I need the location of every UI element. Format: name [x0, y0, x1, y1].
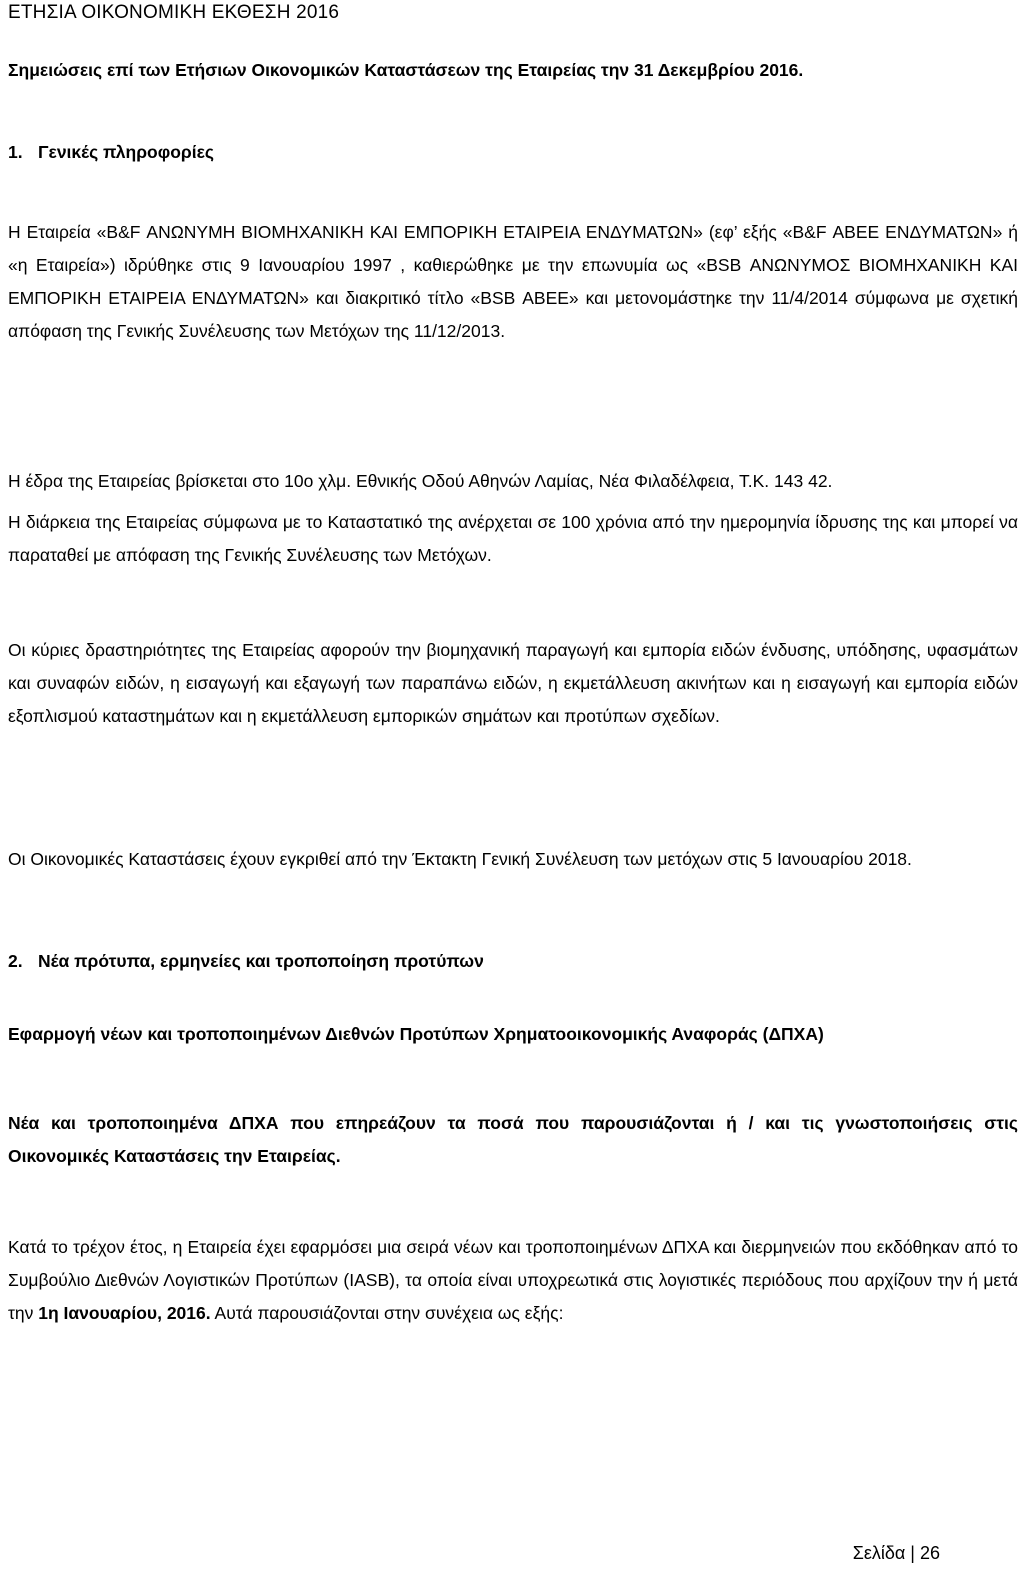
current-year-text-a: Κατά το τρέχον έτος, η Εταιρεία έχει εφαρμόσει μια σειρά νέων και τροποποιημένων ΔΠΧΑ και διερμηνειών που εκδόθηκαν από το Συμβούλιο Διεθνών Λογιστικών Προτύπων (IASB), τα οποία είναι υποχρεωτικά στις λογιστικές περιόδους που αρχίζουν την ή μετά την: [8, 1237, 1018, 1323]
section-1-title: Γενικές πληροφορίες: [38, 142, 215, 162]
general-info-paragraph: Η Εταιρεία «B&F ΑΝΩΝΥΜΗ ΒΙΟΜΗΧΑΝΙΚΗ ΚΑΙ ΕΜΠΟΡΙΚΗ ΕΤΑΙΡΕΙΑ ΕΝΔΥΜΑΤΩΝ» (εφ’ εξής «B&F ΑΒΕΕ ΕΝΔΥΜΑΤΩΝ» ή «η Εταιρεία») ιδρύθηκε στις 9 Ιανουαρίου 1997 , καθιερώθηκε με την επωνυμία ως «BSB ΑΝΩΝΥΜΟΣ ΒΙΟΜΗΧΑΝΙΚΗ ΚΑΙ ΕΜΠΟΡΙΚΗ ΕΤΑΙΡΕΙΑ ΕΝΔΥΜΑΤΩΝ» και διακριτικό τίτλο «BSB ΑΒΕΕ» και μετονομάστηκε την 11/4/2014 σύμφωνα με σχετική απόφαση της Γενικής Συνέλευσης των Μετόχων της 11/12/2013.: [8, 222, 1018, 341]
section-1-heading: [8, 142, 1018, 163]
section-1-number: 1.: [8, 142, 23, 162]
section-2-number: 2.: [8, 951, 23, 971]
activities-paragraph: Οι κύριες δραστηριότητες της Εταιρείας αφορούν την βιομηχανική παραγωγή και εμπορία ειδών ένδυσης, υπόδησης, υφασμάτων και συναφών ειδών, η εισαγωγή και εξαγωγή των παραπάνω ειδών, η εκμετάλλευση ακινήτων και η εισαγωγή και εμπορία ειδών εξοπλισμού καταστημάτων και η εκμετάλλευση εμπορικών σημάτων και προτύπων σχεδίων.: [8, 640, 1018, 726]
notes-subtitle: Σημειώσεις επί των Ετήσιων Οικονομικών Καταστάσεων της Εταιρείας την 31 Δεκεμβρίου 2016.: [8, 60, 804, 80]
headquarters-line: Η έδρα της Εταιρείας βρίσκεται στο 10ο χλμ. Εθνικής Οδού Αθηνών Λαμίας, Νέα Φιλαδέλφεια, Τ.Κ. 143 42.: [8, 471, 833, 491]
page-number: Σελίδα | 26: [852, 1543, 940, 1563]
section-2-title: Νέα πρότυπα, ερμηνείες και τροποποίηση προτύπων: [38, 951, 484, 971]
duration-paragraph: Η διάρκεια της Εταιρείας σύμφωνα με το Καταστατικό της ανέρχεται σε 100 χρόνια από την ημερομηνία ίδρυσης της και μπορεί να παραταθεί με απόφαση της Γενικής Συνέλευσης των Μετόχων.: [8, 512, 1018, 565]
approval-paragraph: Οι Οικονομικές Καταστάσεις έχουν εγκριθεί από την Έκτακτη Γενική Συνέλευση των μετόχων στις 5 Ιανουαρίου 2018.: [8, 849, 912, 869]
report-header: ΕΤΗΣΙΑ ΟΙΚΟΝΟΜΙΚΗ ΕΚΘΕΣΗ 2016: [8, 2, 340, 23]
current-year-paragraph: [8, 1231, 1018, 1330]
ifrs-affecting-heading: Νέα και τροποποιημένα ΔΠΧΑ που επηρεάζουν τα ποσά που παρουσιάζονται ή / και τις γνωστοποιήσεις στις Οικονομικές Καταστάσεις την Εταιρείας.: [8, 1113, 1018, 1166]
section-2-heading: [8, 951, 1018, 972]
effective-date: 1η Ιανουαρίου, 2016.: [38, 1303, 211, 1323]
current-year-text-b: Αυτά παρουσιάζονται στην συνέχεια ως εξής:: [210, 1303, 564, 1323]
ifrs-application-heading: Εφαρμογή νέων και τροποποιημένων Διεθνών Προτύπων Χρηματοοικονομικής Αναφοράς (ΔΠΧΑ): [8, 1024, 824, 1044]
